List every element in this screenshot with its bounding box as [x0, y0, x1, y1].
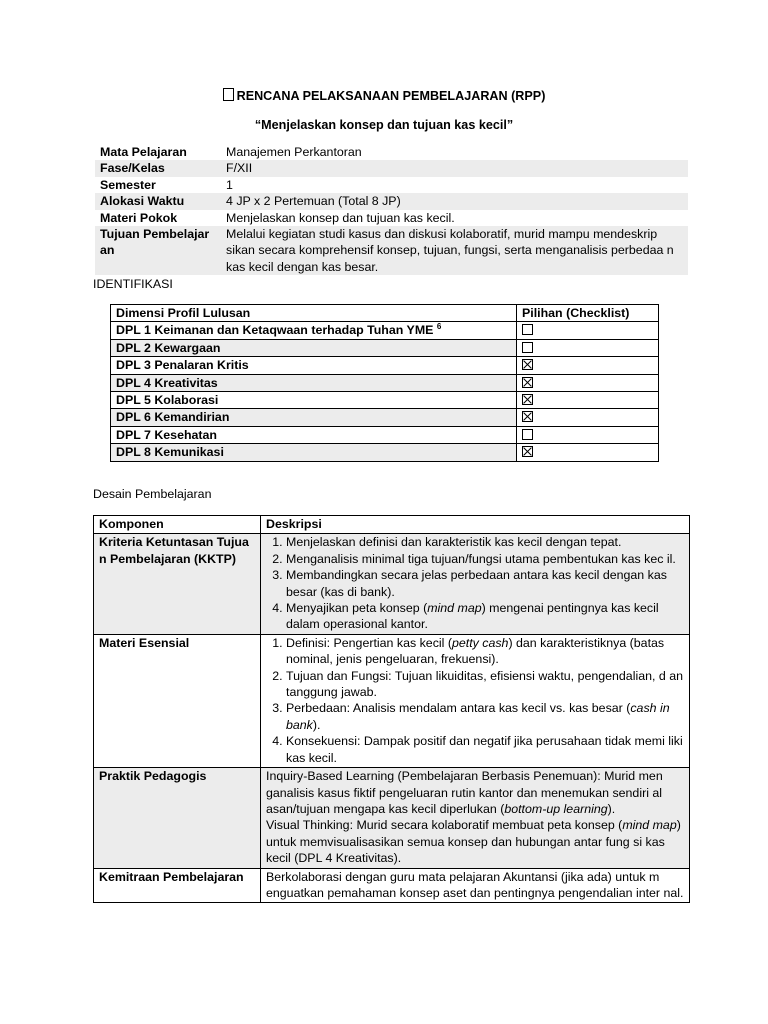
- praktik-paragraph-2: [266, 817, 685, 866]
- dpl-label-cell: [111, 444, 517, 461]
- dpl-label: DPL 2 Kewargaan: [116, 340, 221, 355]
- text-segment: ) untuk memvisualisasikan semua konsep dan hubungan antar fung si kas kecil (DPL 4 Kreativitas).: [266, 818, 681, 866]
- info-row: [95, 160, 688, 176]
- dpl-checkbox-cell: [517, 409, 659, 426]
- kktp-item: 1. Menjelaskan definisi dan karakteristik kas kecil dengan tepat.: [286, 534, 685, 550]
- info-row: [95, 210, 688, 226]
- empty-checkbox-icon: [522, 429, 533, 440]
- kemitraan-desc: Berkolaborasi dengan guru mata pelajaran Akuntansi (jika ada) untuk m enguatkan pemahaman konsep aset dan pentingnya pengendalian inter nal.: [261, 868, 690, 903]
- text-segment: ) dan karakteristiknya (batas nominal, jenis pengeluaran, frekuensi).: [286, 635, 665, 667]
- checked-box-icon: [522, 359, 533, 370]
- document-subtitle: “Menjelaskan konsep dan tujuan kas kecil”: [254, 118, 514, 132]
- praktik-desc: [261, 768, 690, 868]
- dpl-checkbox-cell: [517, 374, 659, 391]
- dpl-label: DPL 6 Kemandirian: [116, 410, 230, 425]
- kemitraan-row: [94, 868, 690, 903]
- dpl-row: [111, 374, 659, 391]
- materi-item: [286, 635, 685, 668]
- checked-box-icon: [522, 411, 533, 422]
- dpl-checkbox-cell: [517, 322, 659, 339]
- text-segment: ).: [607, 801, 616, 816]
- dpl-checkbox-cell: [517, 339, 659, 356]
- desain-table: [93, 515, 690, 903]
- info-row: [95, 193, 688, 209]
- emphasis-text: mind map: [427, 601, 482, 616]
- dpl-label-cell: [111, 374, 517, 391]
- dpl-label: DPL 3 Penalaran Kritis: [116, 358, 249, 373]
- text-segment: Menyajikan peta konsep (: [286, 601, 428, 616]
- kktp-item: 2. Menganalisis minimal tiga tujuan/fungsi utama pembentukan kas kec il.: [286, 551, 685, 567]
- text-segment: Perbedaan: Analisis mendalam antara kas kecil vs. kas besar (: [286, 701, 631, 716]
- dpl-row: [111, 339, 659, 356]
- dpl-label-cell: [111, 426, 517, 443]
- info-value: 4 JP x 2 Pertemuan (Total 8 JP): [221, 193, 688, 209]
- info-label: Fase/Kelas: [95, 160, 221, 176]
- dpl-row: [111, 444, 659, 461]
- text-segment: Visual Thinking: Murid secara kolaboratif membuat peta konsep (: [266, 818, 623, 833]
- dpl-label: DPL 8 Kemunikasi: [116, 445, 224, 460]
- emphasis-text: cash in bank: [286, 701, 670, 732]
- desain-heading: Desain Pembelajaran: [93, 487, 212, 501]
- dpl-checkbox-cell: [517, 357, 659, 374]
- info-value: F/XII: [221, 160, 688, 176]
- kktp-label: Kriteria Ketuntasan Tujua n Pembelajaran (KKTP): [94, 534, 261, 634]
- identifikasi-heading: IDENTIFIKASI: [93, 277, 173, 291]
- text-segment: Inquiry-Based Learning (Pembelajaran Berbasis Penemuan): Murid men ganalisis kasus fiktif pengeluaran rutin kantor dan menemukan sendiri al asan/tujuan mengapa kas kecil diperlukan (: [266, 769, 663, 816]
- info-value: Manajemen Perkantoran: [226, 145, 362, 159]
- info-label: Materi Pokok: [100, 210, 178, 225]
- dpl-header-row: [111, 305, 659, 322]
- kktp-list: [266, 534, 685, 632]
- materi-label: Materi Esensial: [94, 634, 261, 767]
- dpl-row: [111, 426, 659, 443]
- emphasis-text: mind map: [622, 818, 677, 833]
- dpl-header-dimensi: Dimensi Profil Lulusan: [111, 305, 517, 322]
- info-value: 1: [226, 177, 233, 192]
- dpl-label: DPL 4 Kreativitas: [116, 375, 218, 390]
- dpl-label: DPL 5 Kolaborasi: [116, 393, 219, 408]
- info-row: [95, 226, 688, 275]
- footnote-ref: 6: [436, 322, 442, 332]
- text-segment: ) mengenai pentingnya kas kecil dalam operasional kantor.: [286, 601, 659, 632]
- square-glyph-icon: [223, 88, 234, 101]
- dpl-label: DPL 7 Kesehatan: [116, 427, 218, 442]
- materi-item: 4. Konsekuensi: Dampak positif dan negatif jika perusahaan tidak memi liki kas kecil.: [286, 733, 685, 766]
- praktik-paragraph-1: [266, 768, 685, 817]
- dpl-label: DPL 1 Keimanan dan Ketaqwaan terhadap Tuhan YME: [116, 323, 434, 338]
- dpl-label-cell: [111, 339, 517, 356]
- info-value: Menjelaskan konsep dan tujuan kas kecil.: [226, 210, 455, 225]
- info-label: Semester: [100, 177, 156, 192]
- materi-row: [94, 634, 690, 767]
- dpl-label-cell: [111, 322, 517, 339]
- emphasis-text: bottom-up learning: [504, 801, 608, 816]
- dpl-row: [111, 357, 659, 374]
- dpl-row: [111, 322, 659, 339]
- info-label: Tujuan Pembelajar an: [95, 226, 221, 275]
- dpl-header-pilihan: Pilihan (Checklist): [517, 305, 659, 322]
- materi-list: [266, 635, 685, 766]
- kktp-item: [286, 600, 685, 633]
- checked-box-icon: [522, 377, 533, 388]
- text-segment: ).: [312, 717, 321, 732]
- dpl-label-cell: [111, 409, 517, 426]
- info-value: Melalui kegiatan studi kasus dan diskusi kolaboratif, murid mampu mendeskrip sikan secara komprehensif konsep, tujuan, fungsi, serta menganalisis perbedaa n kas kecil dengan kas besar.: [221, 226, 688, 275]
- dpl-row: [111, 392, 659, 409]
- materi-item: 2. Tujuan dan Fungsi: Tujuan likuiditas, efisiensi waktu, pengendalian, d an tanggung jawab.: [286, 668, 685, 701]
- praktik-row: [94, 768, 690, 868]
- kktp-row: [94, 534, 690, 634]
- desain-header-row: [94, 516, 690, 534]
- info-row: [95, 177, 688, 193]
- document-title: RENCANA PELAKSANAAN PEMBELAJARAN (RPP): [0, 88, 768, 104]
- empty-checkbox-icon: [522, 342, 533, 353]
- checked-box-icon: [522, 394, 533, 405]
- info-label: Mata Pelajaran: [100, 145, 187, 159]
- dpl-checkbox-cell: [517, 426, 659, 443]
- desain-header-deskripsi: Deskripsi: [261, 516, 690, 534]
- praktik-label: Praktik Pedagogis: [94, 768, 261, 868]
- desain-header-komponen: Komponen: [94, 516, 261, 534]
- dpl-checkbox-cell: [517, 392, 659, 409]
- dpl-checkbox-cell: [517, 444, 659, 461]
- dpl-row: [111, 409, 659, 426]
- dpl-label-cell: [111, 392, 517, 409]
- emphasis-text: petty cash: [451, 635, 509, 650]
- info-table: [95, 144, 688, 275]
- materi-item: [286, 700, 685, 733]
- dpl-table: [110, 304, 659, 462]
- text-segment: Definisi: Pengertian kas kecil (: [286, 635, 452, 650]
- kktp-item: 3. Membandingkan secara jelas perbedaan antara kas kecil dengan kas besar (kas di bank).: [286, 567, 685, 600]
- checked-box-icon: [522, 446, 533, 457]
- materi-desc: [261, 634, 690, 767]
- info-row: [95, 144, 688, 160]
- empty-checkbox-icon: [522, 324, 533, 335]
- info-label: Alokasi Waktu: [95, 193, 221, 209]
- dpl-label-cell: [111, 357, 517, 374]
- kktp-desc: [261, 534, 690, 634]
- kemitraan-label: Kemitraan Pembelajaran: [94, 868, 261, 903]
